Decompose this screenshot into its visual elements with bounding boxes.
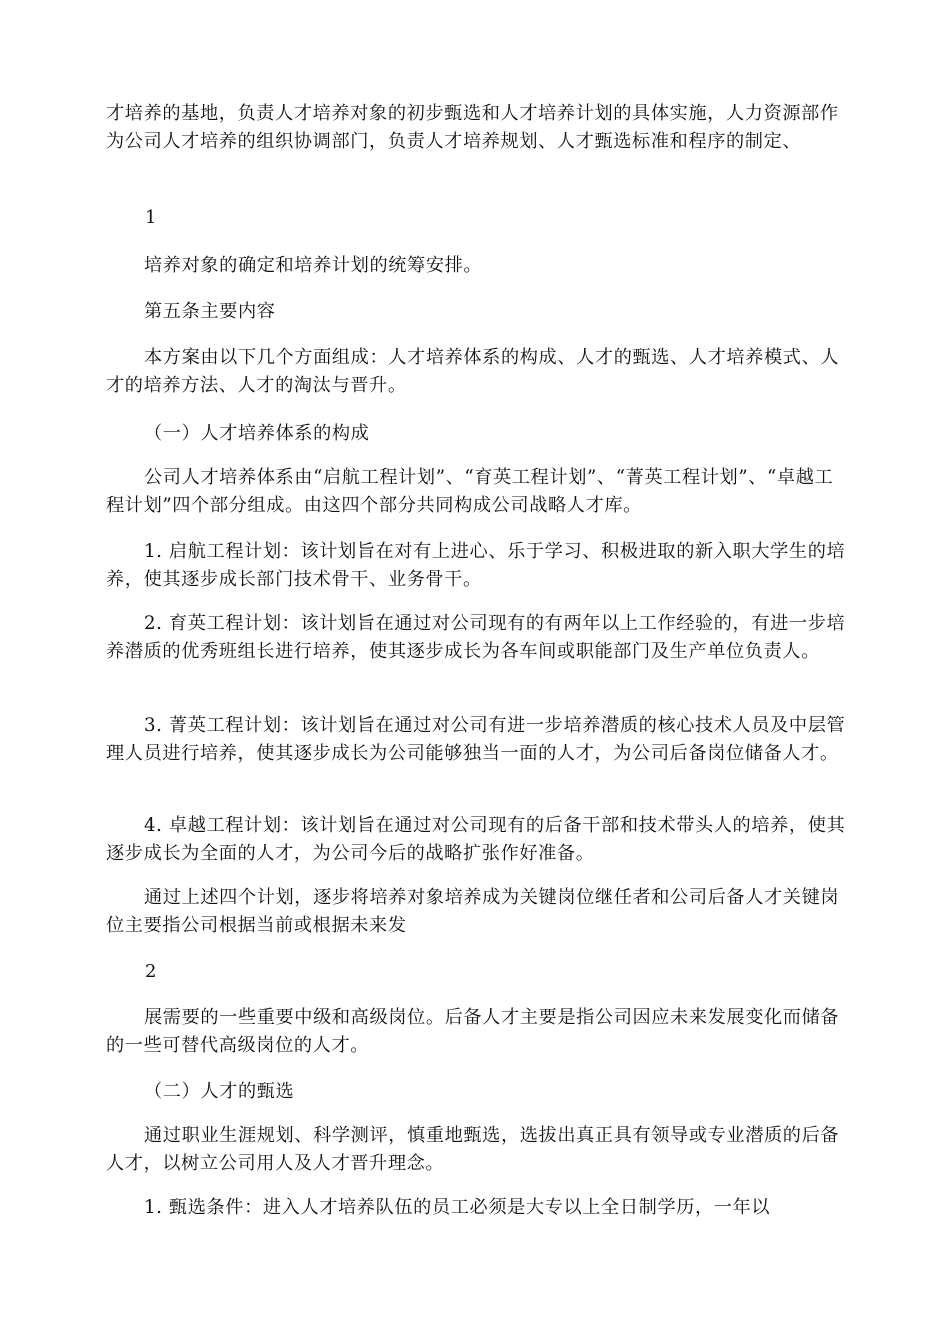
paragraph-overview: 本方案由以下几个方面组成：人才培养体系的构成、人才的甄选、人才培养模式、人才的培养方法、人才的淘汰与晋升。 [106,347,840,396]
paragraph-summary: 通过上述四个计划，逐步将培养对象培养成为关键岗位继任者和公司后备人才关键岗位主要指公司根据当前或根据未来发 [106,887,840,936]
page-number: 2 [145,961,157,982]
paragraph-continuation-2: 展需要的一些重要中级和高级岗位。后备人才主要是指公司因应未来发展变化而储备的一些可替代高级岗位的人才。 [106,1007,840,1056]
section-heading-selection: （二）人才的甄选 [144,1081,295,1102]
list-item-yuying: 2. 育英工程计划：该计划旨在通过对公司现有的有两年以上工作经验的，有进一步培养潜质的优秀班组长进行培养，使其逐步成长为各车间或职能部门及生产单位负责人。 [106,613,846,662]
list-item-qihang: 1. 启航工程计划：该计划旨在对有上进心、乐于学习、积极进取的新入职大学生的培养，使其逐步成长部门技术骨干、业务骨干。 [106,541,846,590]
paragraph-selection: 通过职业生涯规划、科学测评，慎重地甄选，选拔出真正具有领导或专业潜质的后备人才，以树立公司用人及人才晋升理念。 [106,1125,840,1174]
paragraph-system: 公司人才培养体系由“启航工程计划”、“育英工程计划”、“菁英工程计划”、“卓越工程计划”四个部分组成。由这四个部分共同构成公司战略人才库。 [106,467,834,516]
paragraph-continuation: 培养对象的确定和培养计划的统筹安排。 [144,255,483,276]
list-item-zhuoyue: 4. 卓越工程计划：该计划旨在通过对公司现有的后备干部和技术带头人的培养，使其逐步成长为全面的人才，为公司今后的战略扩张作好准备。 [106,815,846,864]
paragraph-responsibilities: 才培养的基地，负责人才培养对象的初步甄选和人才培养计划的具体实施，人力资源部作为公司人才培养的组织协调部门，负责人才培养规划、人才甄选标准和程序的制定、 [106,103,839,152]
list-item-jingying: 3. 菁英工程计划：该计划旨在通过对公司有进一步培养潜质的核心技术人员及中层管理人员进行培养，使其逐步成长为公司能够独当一面的人才，为公司后备岗位储备人才。 [106,715,846,764]
page-number: 1 [145,207,157,228]
article-heading: 第五条主要内容 [144,301,276,322]
list-item-criteria: 1. 甄选条件：进入人才培养队伍的员工必须是大专以上全日制学历，一年以 [144,1197,771,1218]
section-heading-system: （一）人才培养体系的构成 [144,423,370,444]
